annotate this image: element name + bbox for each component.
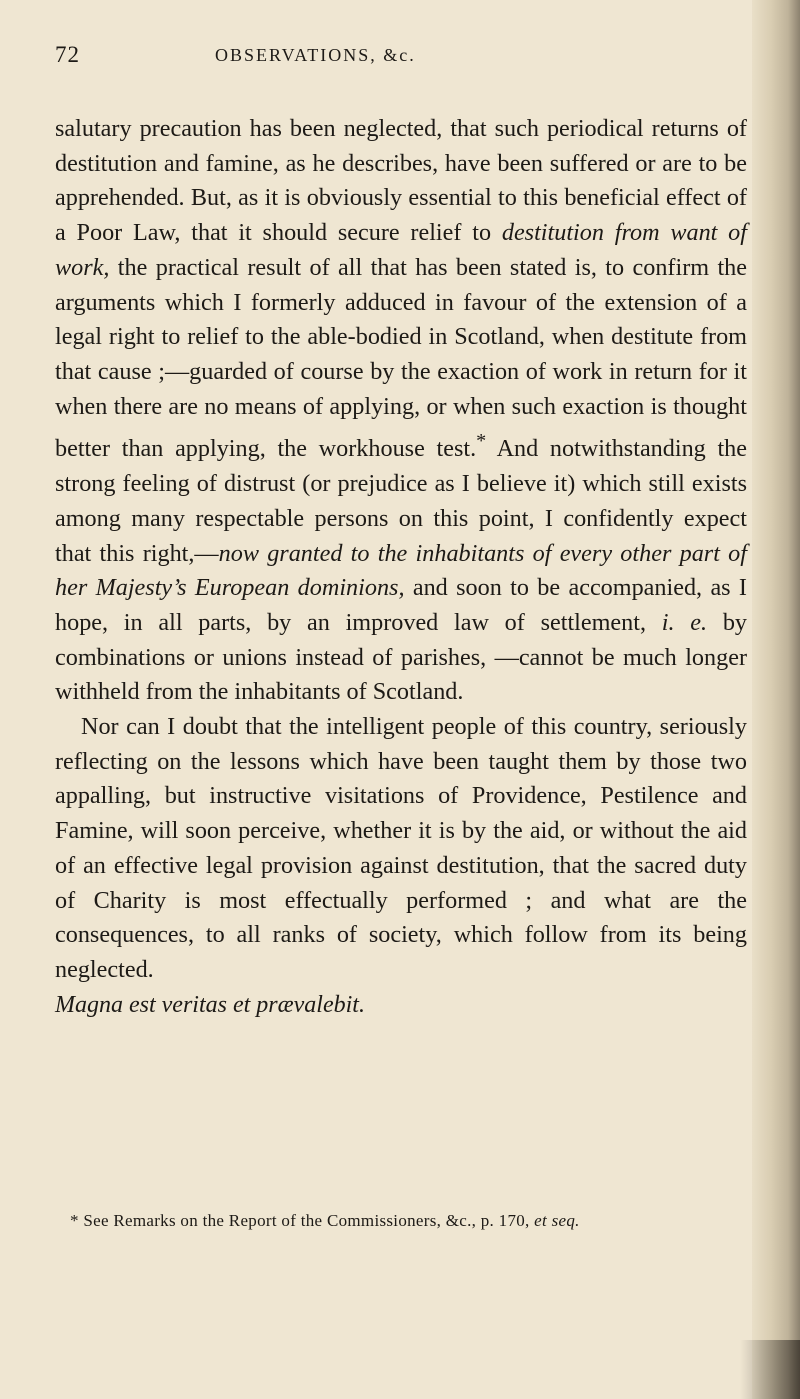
page-number: 72 [55, 42, 80, 67]
page-header [55, 42, 745, 82]
footnote-mark: * [70, 1211, 79, 1230]
footnote-reference: * [476, 430, 487, 453]
para1-italic-granted: now granted to the inhabitants of every other part of her Majesty’s European dominions, [55, 539, 747, 602]
para1-italic-destitution: destitution from want of work, [55, 219, 747, 281]
para1-italic-ie: i. e. [661, 608, 708, 636]
para1-text-d: and soon to be accompanied, as I hope, in all parts, by an improved law of settlement, [55, 574, 747, 636]
body-text [55, 112, 747, 1023]
para1-text-a: salutary precaution has been neglected, that such periodical returns of destitution and famine, as he describes, have been suffered or are to be apprehended. But, as it is obviously essential to this beneficial effect of a Poor Law, that it should secure relief to [55, 115, 747, 247]
para1-text-e: by combinations or unions instead of parishes, —cannot be much longer withheld from the inhabitants of Scotland. [55, 608, 748, 706]
para1-text-b: the practical result of all that has been stated is, to confirm the arguments which I formerly adduced in favour of the extension of a legal right to relief to the able-bodied in Scotland, when destitute from that cause ;—guarded of course by the exaction of work in return for it when there are no means of applying, or when such exaction is thought better than applying, the workhouse test. [55, 253, 747, 463]
footnote-et-seq: et seq. [534, 1211, 580, 1230]
page-edge [752, 0, 800, 1399]
paragraph-1 [55, 112, 747, 710]
para1-text-c: And notwithstanding the strong feeling of distrust (or prejudice as I believe it) which still exists among many respectable persons on this point, I confidently expect that this right,— [55, 435, 748, 567]
page-edge-shadow [740, 1340, 800, 1399]
paragraph-2: Nor can I doubt that the intelligent people of this country, seriously reflecting on the lessons which have been taught them by those two appalling, but instructive visitations of Providence, Pestilence and Famine, will soon perceive, whether it is by the aid, or without the aid of an effective legal provision against destitution, that the sacred duty of Charity is most effectually performed ; and what are the consequences, to all ranks of society, which follow from its being neglected. [55, 713, 747, 983]
footnote-text: See Remarks on the Report of the Commissioners, &c., p. 170, [78, 1211, 535, 1230]
running-head: OBSERVATIONS, &c. [215, 45, 416, 65]
latin-motto: Magna est veritas et prævalebit. [55, 991, 365, 1018]
footnote [70, 1211, 750, 1231]
